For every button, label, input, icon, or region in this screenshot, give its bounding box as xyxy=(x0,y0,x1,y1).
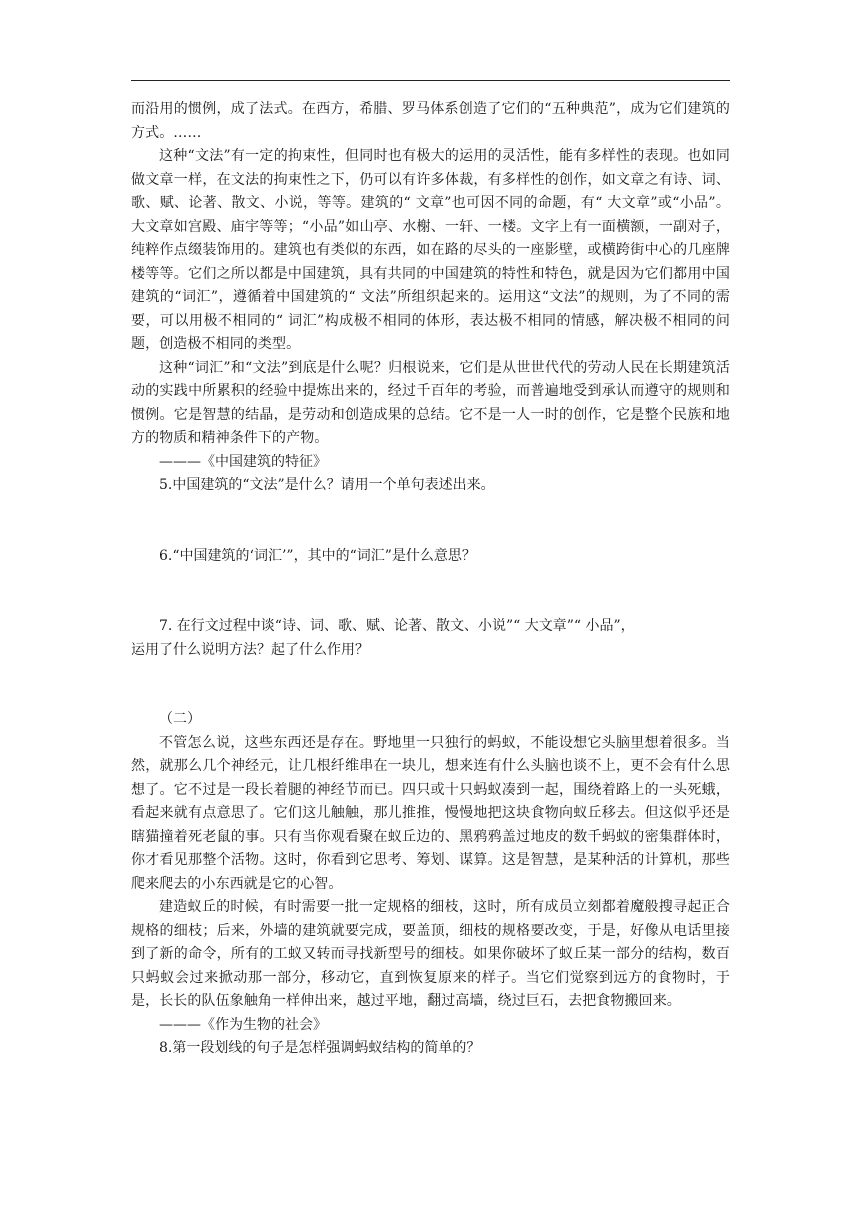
question-5: 5.中国建筑的“文法”是什么？请用一个单句表述出来。 xyxy=(159,477,495,493)
question-6: 6.“中国建筑的‘词汇’”，其中的“词汇”是什么意思？ xyxy=(159,547,476,564)
answer-space-6 xyxy=(131,568,730,615)
header-rule xyxy=(131,80,730,81)
paragraph-continuation: 而沿用的惯例，成了法式。在西方，希腊、罗马体系创造了它们的“五种典范”，成为它们建筑的方式。…… xyxy=(131,101,730,141)
source-citation-social-organism: ———《作为生物的社会》 xyxy=(159,1016,327,1033)
section-heading-two: （二） xyxy=(159,711,201,727)
paragraph-ants: 不管怎么说，这些东西还是存在。野地里一只独行的蚂蚁，不能设想它头脑里想着很多。当然，就那么几个神经元，让几根纤维串在一块儿，想来连有什么头脑也谈不上，更不会有什么思想了。它不过是一段长着腿的神经节而已。四只或十只蚂蚁凑到一起，围绕着路上的一头死蛾，看起来就有点意思了。它们这儿触触，那儿推推，慢慢地把这块食物向蚁丘移去。但这似乎还是瞎猫撞着死老鼠的事。只有当你观看聚在蚁丘边的、黑鸦鸦盖过地皮的数千蚂蚁的密集群体时，你才看见那整个活物。这时，你看到它思考、筹划、谋算。这是智慧，是某种活的计算机，那些爬来爬去的小东西就是它的心智。 xyxy=(131,734,730,892)
paragraph-anthill: 建造蚁丘的时候，有时需要一批一定规格的细枝，这时，所有成员立刻都着魔般搜寻起正合规格的细枝；后来，外墙的建筑就要完成，要盖顶，细枝的规格要改变，于是，好像从电话里接到了新的命令，所有的工蚁又转而寻找新型号的细枝。如果你破坏了蚁丘某一部分的结构，数百只蚂蚁会过来掀动那一部分，移动它，直到恢复原来的样子。当它们觉察到远方的食物时，于是，长长的队伍象触角一样伸出来，越过平地，翻过高墙，绕过巨石，去把食物搬回来。 xyxy=(131,899,730,1009)
question-8: 8.第一段划线的句子是怎样强调蚂蚁结构的简单的？ xyxy=(159,1040,481,1056)
paragraph-grammar-flexibility: 这种“文法”有一定的拘束性，但同时也有极大的运用的灵活性，能有多样性的表现。也如同做文章一样，在文法的拘束性之下，仍可以有许多体裁，有多样性的创作，如文章之有诗、词、歌、赋、论著、散文、小说，等等。建筑的“ 文章”也可因不同的命题，有“ 大文章”或“小品”。大文章如宫殿、庙宇等等；“小品”如山亭、水榭、一轩、一楼。文字上有一面横额，一副对子，纯粹作点缀装饰用的。建筑也有类似的东西，如在路的尽头的一座影壁，或横跨街中心的几座牌楼等等。它们之所以都是中国建筑，具有共同的中国建筑的特性和特色，就是因为它们都用中国建筑的“词汇”，遵循着中国建筑的“ 文法”所组织起来的。运用这“文法”的规则，为了不同的需要，可以用极不相同的“ 词汇”构成极不相同的体形，表达极不相同的情感，解决极不相同的问题，创造极不相同的类型。 xyxy=(131,148,730,352)
question-7-line-2: 运用了什么说明方法？起了什么作用？ xyxy=(131,641,369,658)
answer-space-7 xyxy=(131,662,730,708)
document-body xyxy=(131,98,730,1061)
paragraph-vocabulary-origin: 这种“词汇”和“文法”到底是什么呢？归根说来，它们是从世世代代的劳动人民在长期建筑活动的实践中所累积的经验中提炼出来的，经过千百年的考验，而普遍地受到承认而遵守的规则和惯例。它是智慧的结晶，是劳动和创造成果的总结。它不是一人一时的创作，它是整个民族和地方的物质和精神条件下的产物。 xyxy=(131,359,730,446)
question-7-line-1: 7. 在行文过程中谈“诗、词、歌、赋、论著、散文、小说”“ 大文章”“ 小品”， xyxy=(159,618,635,634)
source-citation-chinese-architecture: ———《中国建筑的特征》 xyxy=(159,453,327,470)
answer-space-5 xyxy=(131,498,730,545)
